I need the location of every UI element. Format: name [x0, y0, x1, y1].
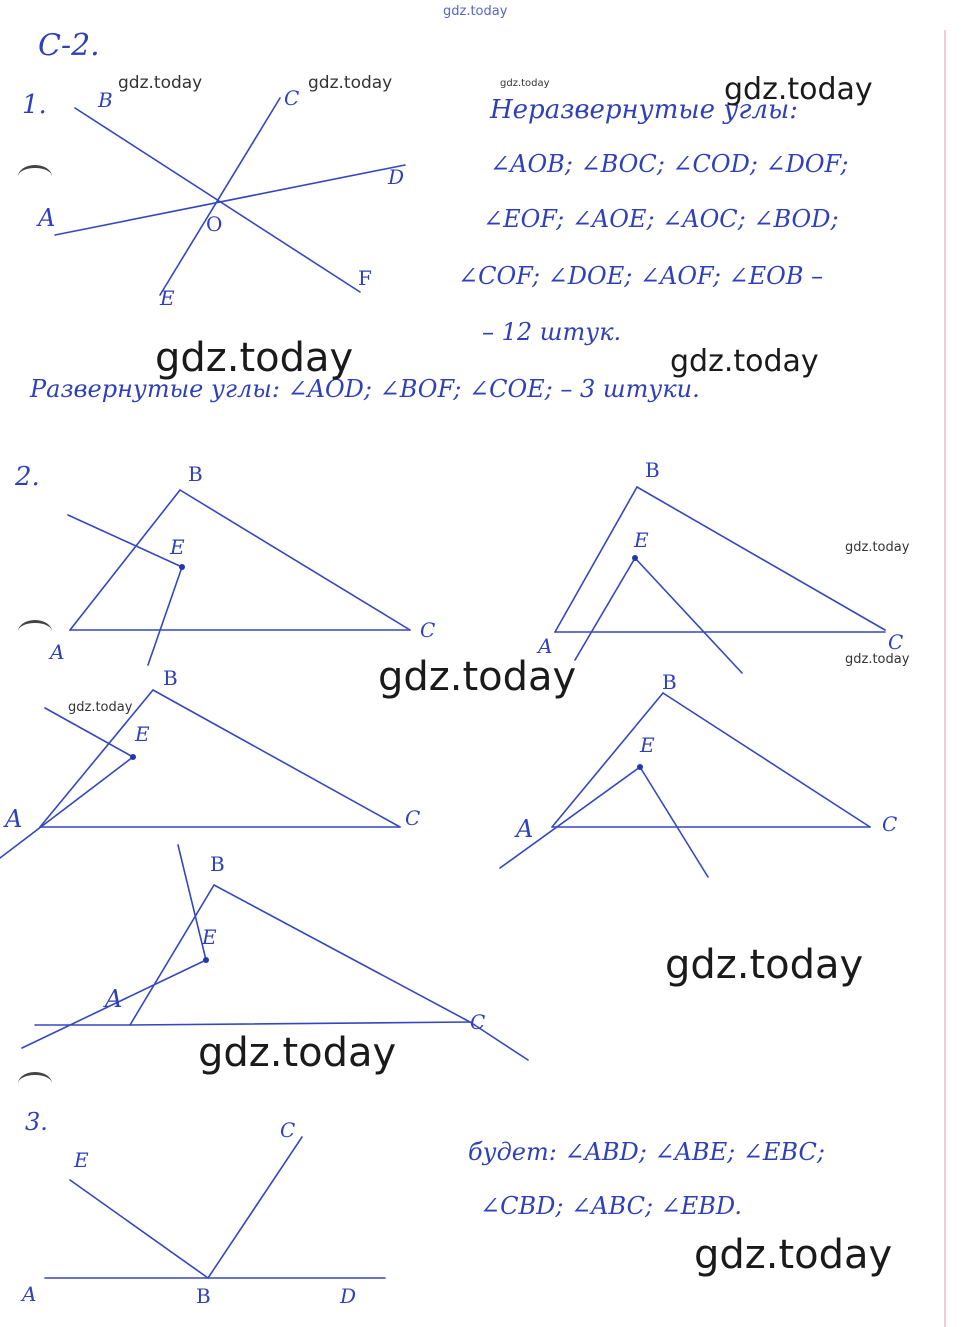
point-label-B: B: [210, 852, 225, 876]
watermark: gdz.today: [198, 1030, 397, 1076]
watermark: gdz.today: [500, 78, 550, 89]
point-label-E: E: [74, 1148, 89, 1172]
point-label-E: E: [634, 528, 649, 552]
point-label-C: C: [888, 630, 904, 654]
point-label-B: B: [645, 458, 660, 482]
watermark: gdz.today: [694, 1232, 893, 1278]
point-label-A: A: [516, 815, 534, 843]
point-label-E: E: [640, 733, 655, 757]
top-watermark: gdz.today: [443, 4, 508, 19]
straight-angles-line: Развернутые углы: ∠AOD; ∠BOF; ∠COE; – 3 штуки.: [30, 375, 700, 403]
task2-figure-5: [22, 845, 528, 1060]
point-label-A: A: [38, 204, 56, 232]
task3-number: 3.: [25, 1108, 48, 1136]
point-label-E: E: [170, 535, 185, 559]
point-label-B: B: [98, 88, 113, 112]
line-AD: [55, 165, 405, 235]
point-label-C: C: [284, 86, 300, 110]
task2-figure-1: [68, 490, 410, 665]
point-label-C: C: [405, 806, 421, 830]
point-label-B: B: [188, 462, 203, 486]
line-CE: [160, 98, 280, 295]
non-straight-angles-line: ∠AOB; ∠BOC; ∠COD; ∠DOF;: [490, 150, 849, 178]
point-label-A: A: [50, 640, 65, 664]
task1-number: 1.: [22, 90, 47, 120]
watermark: gdz.today: [378, 654, 577, 700]
point-label-A: A: [538, 634, 553, 658]
point-label-E: E: [202, 925, 217, 949]
point-label-A: A: [22, 1282, 37, 1306]
point-label-O: O: [206, 212, 223, 236]
point-label-F: F: [358, 266, 372, 290]
point-label-D: D: [388, 165, 405, 189]
watermark: gdz.today: [670, 344, 819, 379]
watermark: gdz.today: [724, 72, 873, 107]
watermark: gdz.today: [155, 335, 354, 381]
watermark: gdz.today: [308, 73, 393, 93]
point-label-C: C: [280, 1118, 296, 1142]
point-label-C: C: [470, 1010, 486, 1034]
point-label-C: C: [420, 618, 436, 642]
point-label-A: A: [105, 985, 123, 1013]
non-straight-angles-title: Неразвернутые углы:: [490, 95, 798, 125]
point-label-B: B: [196, 1284, 211, 1308]
task2-figure-2: [555, 487, 885, 673]
point-label-B: B: [662, 670, 677, 694]
watermark: gdz.today: [845, 540, 910, 555]
point-label-E: E: [135, 722, 150, 746]
watermark: gdz.today: [845, 652, 910, 667]
watermark: gdz.today: [118, 73, 203, 93]
point-label-D: D: [340, 1284, 357, 1308]
watermark: gdz.today: [68, 700, 133, 715]
watermark: gdz.today: [665, 942, 864, 988]
task1-figure: [55, 98, 405, 295]
non-straight-angles-line: ∠EOF; ∠AOE; ∠AOC; ∠BOD;: [483, 205, 839, 233]
task2-figure-3: [0, 690, 400, 858]
task2-figure-4: [500, 693, 870, 877]
task2-number: 2.: [15, 462, 40, 492]
task3-figure: [45, 1137, 385, 1278]
point-label-A: A: [5, 805, 23, 833]
point-label-B: B: [163, 666, 178, 690]
point-label-C: C: [882, 812, 898, 836]
non-straight-angles-line: ∠COF; ∠DOE; ∠AOF; ∠EOB –: [458, 262, 824, 290]
point-label-E: E: [160, 286, 175, 310]
task3-answer-line: будет: ∠ABD; ∠ABE; ∠EBC;: [468, 1138, 825, 1166]
variant-title: С-2.: [38, 28, 100, 63]
non-straight-angles-line: – 12 штук.: [482, 318, 622, 346]
task3-answer-line: ∠CBD; ∠ABC; ∠EBD.: [480, 1192, 742, 1220]
